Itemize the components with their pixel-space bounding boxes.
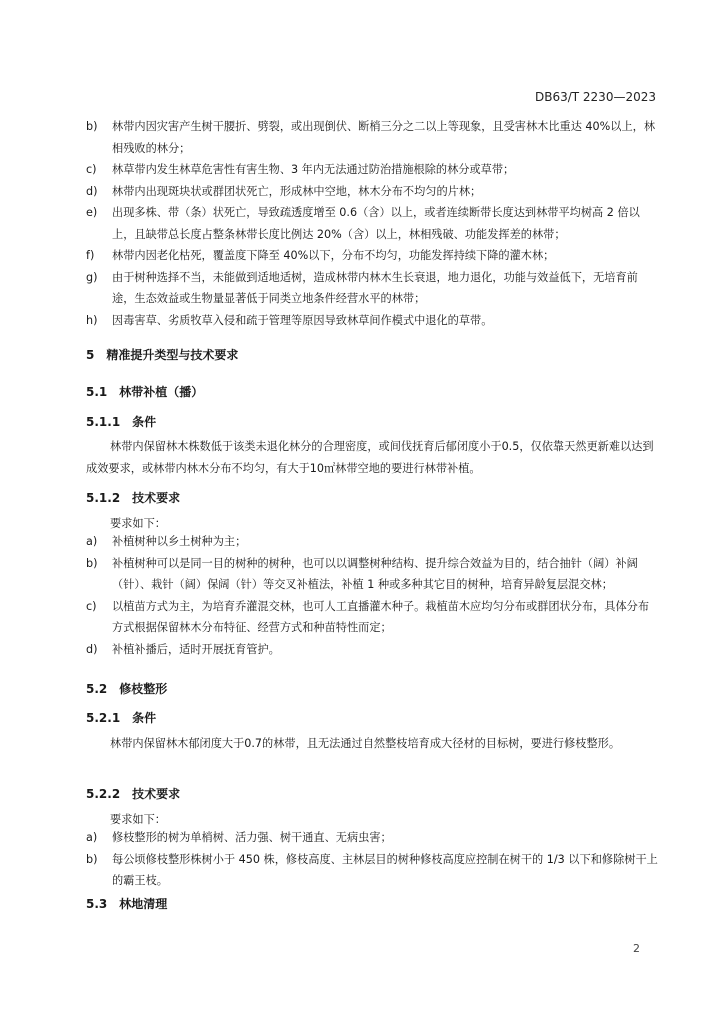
list-item: b) 补植树种可以是同一目的树种的树种，也可以以调整树种结构、提升综合效益为目的，结合抽针（阔）补阔（针）、栽针（阔）保阔（针）等交叉补植法，补植 1 种或多种其它目的树种，培育异龄复层混交林； bbox=[86, 556, 638, 591]
list-item: a) 补植树种以乡土树种为主； bbox=[86, 535, 247, 548]
replanting-requirements-list bbox=[86, 531, 658, 660]
list-item: e) 出现多株、带（条）状死亡，导致疏透度增至 0.6（含）以上，或者连续断带长度达到林带平均树高 2 倍以上，且缺带总长度占整条林带长度比例达 20%（含）以上，林相残破、功能发挥差的林带； bbox=[86, 206, 640, 241]
list-item: g) 由于树种选择不当，未能做到适地适树，造成林带内林木生长衰退，地力退化，功能与效益低下，无培育前途，生态效益或生物量显著低于同类立地条件经营水平的林带； bbox=[86, 270, 638, 305]
section-5-2-heading: 5.2 修枝整形 bbox=[86, 682, 168, 696]
requirements-intro: 要求如下： bbox=[110, 813, 166, 826]
list-item: f) 林带内因老化枯死，覆盖度下降至 40%以下，分布不均匀，功能发挥持续下降的灌木林； bbox=[86, 249, 555, 262]
list-item: d) 林带内出现斑块状或群团状死亡，形成林中空地，林木分布不均匀的片林； bbox=[86, 184, 482, 198]
list-item: d) 补植补播后，适时开展抚育管护。 bbox=[86, 642, 280, 656]
page-number: 2 bbox=[633, 942, 640, 955]
paragraph-5-1-1: 林带内保留林木株数低于该类未退化林分的合理密度，或间伐抚育后郁闭度小于0.5，仅依靠天然更新难以达到成效要求，或林带内林木分布不均匀，有大于10㎡林带空地的要进行林带补植。 bbox=[86, 440, 654, 475]
list-item: a) 修枝整形的树为单梢树、活力强、树干通直、无病虫害； bbox=[86, 831, 392, 844]
degraded-criteria-list bbox=[86, 116, 658, 331]
document-code: DB63/T 2230—2023 bbox=[534, 90, 656, 104]
section-5-heading: 5 精准提升类型与技术要求 bbox=[86, 348, 239, 362]
section-5-1-heading: 5.1 林带补植（播） bbox=[86, 385, 204, 399]
list-item: h) 因毒害草、劣质牧草入侵和疏于管理等原因导致林草间作模式中退化的草带。 bbox=[86, 313, 493, 327]
list-item: c) 林草带内发生林草危害性有害生物、3 年内无法通过防治措施根除的林分或草带； bbox=[86, 163, 515, 176]
pruning-requirements-list bbox=[86, 827, 658, 892]
list-item: b) 每公顷修枝整形株树小于 450 株，修枝高度、主林层目的树种修枝高度应控制在树干的 1/3 以下和修除树干上的霸王枝。 bbox=[86, 852, 658, 887]
section-5-2-2-heading: 5.2.2 技术要求 bbox=[86, 787, 181, 801]
list-item: b) 林带内因灾害产生树干腰折、劈裂，或出现倒伏、断梢三分之二以上等现象，且受害林木比重达 40%以上，林相残败的林分； bbox=[86, 120, 656, 155]
section-5-2-1-heading: 5.2.1 条件 bbox=[86, 711, 157, 725]
paragraph-5-2-1: 林带内保留林木郁闭度大于0.7的林带，且无法通过自然整枝培育成大径材的目标树，要进行修枝整形。 bbox=[110, 737, 621, 750]
section-5-1-2-heading: 5.1.2 技术要求 bbox=[86, 491, 181, 505]
section-5-1-1-heading: 5.1.1 条件 bbox=[86, 415, 157, 429]
requirements-intro: 要求如下： bbox=[110, 517, 166, 530]
list-item: c) 以植苗方式为主，为培育乔灌混交林，也可人工直播灌木种子。栽植苗木应均匀分布或群团状分布，具体分布方式根据保留林木分布特征、经营方式和种苗特性而定； bbox=[86, 599, 650, 634]
section-5-3-heading: 5.3 林地清理 bbox=[86, 897, 168, 911]
